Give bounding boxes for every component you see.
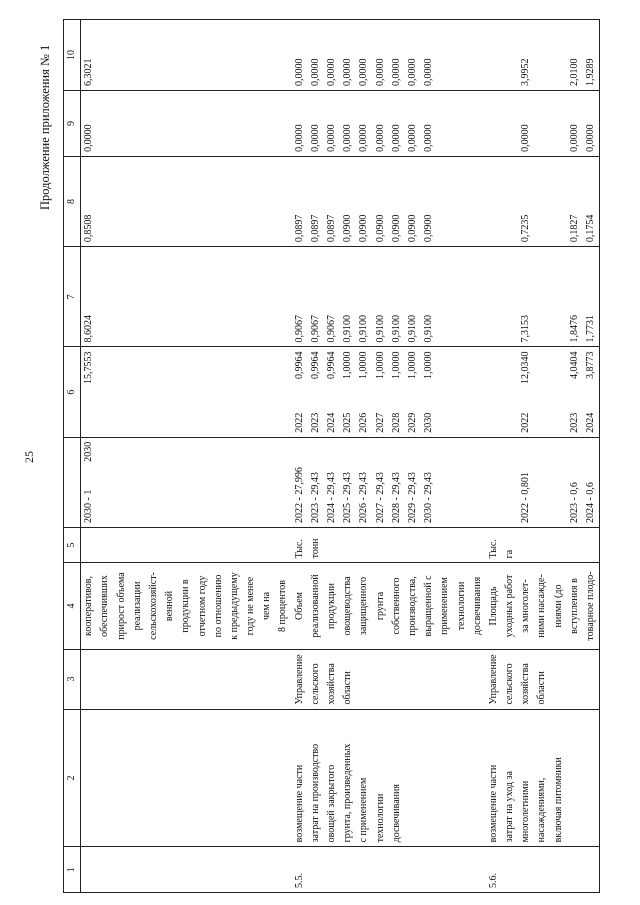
cell-col7: 8,6024 bbox=[81, 247, 292, 347]
cell-unit bbox=[81, 527, 292, 562]
cell-target: 2030 - 1 2030 bbox=[81, 437, 292, 527]
cell-col8: 0,0897 0,0897 0,0897 0,0900 0,0900 0,0900 0,0900 0,0900 0,0900 bbox=[292, 156, 486, 246]
cell-number: 5.6. bbox=[486, 847, 600, 893]
cell-dept: Управление сельского хозяйства области bbox=[292, 649, 486, 709]
column-header-3: 3 bbox=[64, 649, 81, 709]
cell-col9: 0,0000 0,0000 0,0000 bbox=[486, 91, 600, 157]
column-header-5: 5 bbox=[64, 527, 81, 562]
page-number: 25 bbox=[22, 451, 36, 463]
column-header-7: 6 bbox=[64, 347, 81, 437]
cell-col8: 0,7235 0,1827 0,1754 bbox=[486, 156, 600, 246]
table-row-5-5 bbox=[292, 20, 486, 893]
column-header-4: 4 bbox=[64, 563, 81, 649]
cell-col8: 0,8508 bbox=[81, 156, 292, 246]
cell-number: 5.5. bbox=[292, 847, 486, 893]
table-row-continuation bbox=[81, 20, 292, 893]
cell-name: возмещение части затрат на производство овощей закрытого грунта, произведенных с применением технологии досвечивания bbox=[292, 709, 486, 847]
cell-year-values: 2022 0,9964 2023 0,9964 2024 0,9964 2025 1,0000 2026 1,0000 2027 1,0000 2028 1,0000 2029 1,0000 2030 1,0000 bbox=[292, 347, 486, 437]
column-header-8: 7 bbox=[64, 247, 81, 347]
table-row-5-6 bbox=[486, 20, 600, 893]
data-table bbox=[63, 19, 600, 893]
cell-unit: Тыс. тонн bbox=[292, 527, 486, 562]
column-header-1: 1 bbox=[64, 847, 81, 893]
continuation-header: Продолжение приложения № 1 bbox=[38, 44, 52, 210]
cell-col9: 0,0000 0,0000 0,0000 0,0000 0,0000 0,0000 0,0000 0,0000 0,0000 bbox=[292, 91, 486, 157]
cell-col10: 6,3021 bbox=[81, 20, 292, 91]
cell-col10: 0,0000 0,0000 0,0000 0,0000 0,0000 0,0000 0,0000 0,0000 0,0000 bbox=[292, 20, 486, 91]
column-header-10: 9 bbox=[64, 91, 81, 157]
cell-name bbox=[81, 709, 292, 847]
cell-year-ranges: 2022 - 27,996 2023 - 29,43 2024 - 29,43 2025 - 29,43 2026 - 29,43 2027 - 29,43 2028 - 29,43 2029 - 29,43 2030 - 29,43 bbox=[292, 437, 486, 527]
cell-year-values: 2022 12,0340 2023 4,0404 2024 3,8773 bbox=[486, 347, 600, 437]
column-header-row bbox=[64, 20, 81, 893]
cell-indicator: Площадь уходных работ за многолет- ними насажде- ниями (до вступления в товарное плодо- bbox=[486, 563, 600, 649]
cell-indicator: кооперативов, обеспечивших прирост объема реализации сельскохозяйст- венной продукции в отчетном году по отношению к предыдущему году не менее чем на 8 процентов bbox=[81, 563, 292, 649]
column-header-9: 8 bbox=[64, 156, 81, 246]
cell-year-ranges: 2022 - 0,801 2023 - 0,6 2024 - 0,6 bbox=[486, 437, 600, 527]
column-header-2: 2 bbox=[64, 709, 81, 847]
cell-number bbox=[81, 847, 292, 893]
column-header-6 bbox=[64, 437, 81, 527]
cell-col9: 0,0000 bbox=[81, 91, 292, 157]
cell-dept: Управление сельского хозяйства области bbox=[486, 649, 600, 709]
cell-col6: 15,7553 bbox=[81, 347, 292, 437]
cell-unit: Тыс. га bbox=[486, 527, 600, 562]
cell-name: возмещение части затрат на уход за многолетними насаждениями, включая питомники bbox=[486, 709, 600, 847]
column-header-11: 10 bbox=[64, 20, 81, 91]
cell-col10: 3,9952 2,0100 1,9289 bbox=[486, 20, 600, 91]
cell-col7: 7,3153 1,8476 1,7731 bbox=[486, 247, 600, 347]
cell-col7: 0,9067 0,9067 0,9067 0,9100 0,9100 0,9100 0,9100 0,9100 0,9100 bbox=[292, 247, 486, 347]
cell-indicator: Объем реализованной продукции овощеводства защищенного грунта собственного производства, выращенной с применением технологии досвечивания bbox=[292, 563, 486, 649]
cell-dept bbox=[81, 649, 292, 709]
